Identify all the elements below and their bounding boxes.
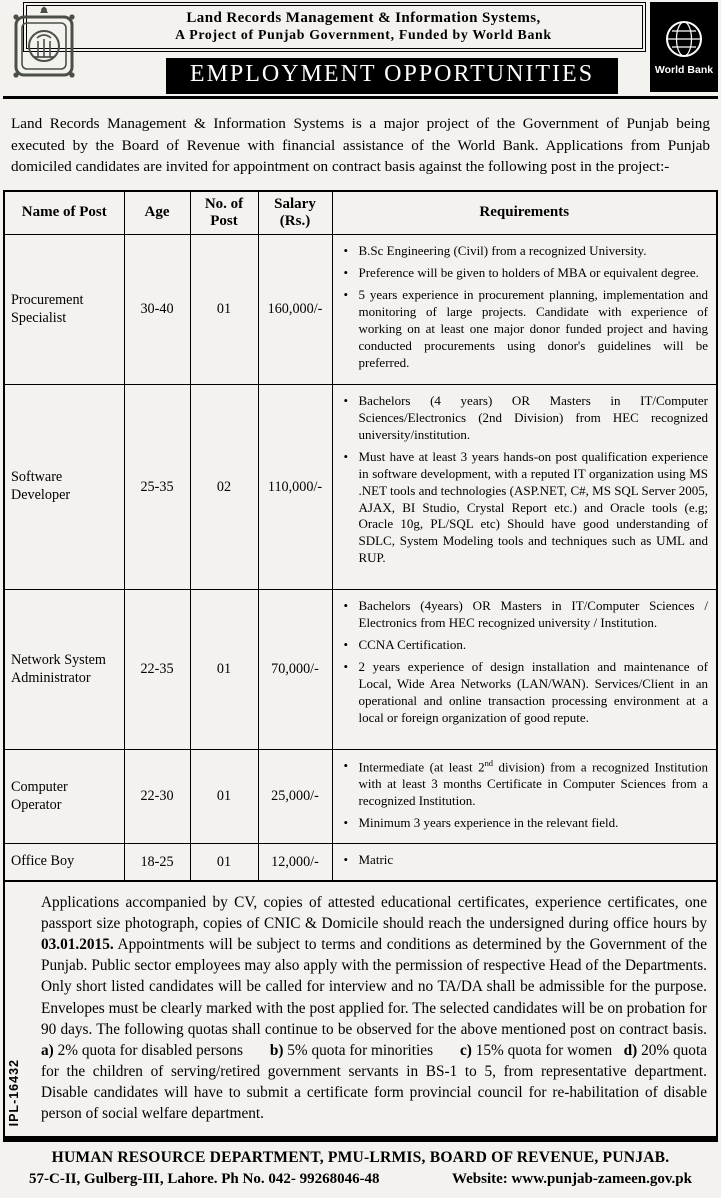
punjab-government-crest-icon — [11, 5, 77, 83]
post-requirements-cell — [332, 235, 717, 385]
requirements-list — [339, 758, 709, 832]
requirement-item: • 5 years experience in procurement planning, implementation and monitoring of large projects. Candidate with experience of working on at least one major donor funded project and having conducted procurements using donor's guidelines will be preferred. — [339, 287, 709, 371]
text-segment: 03.01.2015. — [41, 936, 114, 954]
post-age: 22-35 — [124, 590, 190, 750]
post-name: Network System Administrator — [4, 590, 124, 750]
org-title-line1: Land Records Management & Information Systems, — [186, 10, 541, 26]
ad-header — [3, 2, 718, 94]
address-line — [29, 1171, 692, 1188]
requirement-item: • Bachelors (4 years) OR Masters in IT/Computer Sciences/Electronics (2nd Division) from HEC recognized university/institution. — [339, 393, 709, 444]
post-name: Computer Operator — [4, 750, 124, 844]
text-segment: a) — [41, 1041, 54, 1059]
terms-and-conditions-box — [3, 882, 718, 1136]
post-salary: 12,000/- — [258, 844, 332, 881]
intro-paragraph: Land Records Management & Information Systems is a major project of the Government of Punjab being executed by the Board of Revenue with financial assistance of the World Bank. Applications from Punjab domiciled candidates are invited for appointment on contract basis against the following post in the project:- — [11, 115, 710, 176]
post-salary: 160,000/- — [258, 235, 332, 385]
text-segment: c) — [459, 1041, 472, 1059]
post-age: 30-40 — [124, 235, 190, 385]
text-segment: division) from a recognized Institution with at least 3 months Certificate in Computer Sciences from a recognized Institution. — [358, 759, 708, 809]
post-requirements-cell — [332, 750, 717, 844]
requirement-item: • Preference will be given to holders of MBA or equivalent degree. — [339, 265, 709, 282]
text-segment: 2% quota for disabled persons — [53, 1041, 270, 1059]
post-salary: 70,000/- — [258, 590, 332, 750]
table-row — [4, 590, 717, 750]
table-row — [4, 385, 717, 590]
post-salary: 25,000/- — [258, 750, 332, 844]
post-age: 22-30 — [124, 750, 190, 844]
post-name: Software Developer — [4, 385, 124, 590]
department-line: HUMAN RESOURCE DEPARTMENT, PMU-LRMIS, BOARD OF REVENUE, PUNJAB. — [51, 1149, 670, 1167]
table-row — [4, 844, 717, 881]
post-count: 01 — [190, 750, 258, 844]
employment-opportunities-banner: EMPLOYMENT OPPORTUNITIES — [166, 58, 618, 94]
text-segment: Appointments will be subject to terms and conditions as determined by the Government of the Punjab. Public sector employees may also apply with the permission of respective Head of the Departments. Only short listed candidates will be called for interview and no TA/DA shall be admissible for the purpose. Envelopes must be clearly marked with the post applied for. The selected candidates will be on probation for 90 days. The following quotas shall continue to be observed for the above mentioned post on contract basis. — [41, 936, 707, 1038]
post-requirements-cell — [332, 844, 717, 881]
post-age: 18-25 — [124, 844, 190, 881]
text-segment: Intermediate (at least 2 — [358, 759, 485, 775]
col-header-age: Age — [124, 191, 190, 235]
table-row — [4, 235, 717, 385]
terms-paragraph — [41, 892, 707, 1124]
post-salary: 110,000/- — [258, 385, 332, 590]
post-count: 01 — [190, 235, 258, 385]
requirements-list — [339, 598, 709, 726]
address-text: 57-C-II, Gulberg-III, Lahore. Ph No. 042- 99268046-48 — [29, 1171, 380, 1188]
text-segment: nd — [484, 758, 494, 769]
text-segment: d) — [623, 1041, 638, 1059]
requirement-item: • Minimum 3 years experience in the relevant field. — [339, 815, 709, 832]
requirements-list — [339, 393, 709, 567]
ipl-reference-code: IPL-16432 — [7, 1058, 21, 1127]
requirements-list — [339, 243, 709, 371]
table-header-row — [4, 191, 717, 235]
website-text: Website: www.punjab-zameen.gov.pk — [451, 1171, 692, 1188]
world-bank-globe-icon — [664, 19, 704, 59]
col-header-name-of-post: Name of Post — [4, 191, 124, 235]
contact-footer — [3, 1142, 718, 1198]
post-count: 01 — [190, 590, 258, 750]
text-segment: 20% quota for the children of serving/retired government servants in BS-1 to 5, from representative department. Disable candidates will have to submit a certificate form provincial council for re-habilitation of disable person of social welfare department. — [41, 1041, 707, 1123]
world-bank-label: World Bank — [654, 63, 714, 76]
jobs-table — [3, 190, 718, 882]
col-header-no-of-post: No. of Post — [190, 191, 258, 235]
post-requirements-cell — [332, 590, 717, 750]
requirement-item — [339, 758, 709, 810]
org-title-line2: A Project of Punjab Government, Funded by World Bank — [175, 27, 552, 42]
table-row — [4, 750, 717, 844]
post-age: 25-35 — [124, 385, 190, 590]
post-name: Office Boy — [4, 844, 124, 881]
requirement-item: • Must have at least 3 years hands-on post qualification experience in software development, with a reputed IT organization using MS .NET tools and technologies (ASP.NET, C#, MS SQL Server 2005, AJAX, BI Studio, Crystal Report etc.) and Oracle tools (e.g; Oracle 10g, PL/SQL etc) Should have good understanding of SDLC, System Modeling tools and techniques such as UML and RUP. — [339, 449, 709, 567]
post-requirements-cell — [332, 385, 717, 590]
requirements-list — [339, 852, 709, 869]
org-title-box — [23, 2, 646, 52]
requirement-item: • Bachelors (4years) OR Masters in IT/Computer Sciences / Electronics from HEC recognized university / Institution. — [339, 598, 709, 632]
text-segment: Applications accompanied by CV, copies of attested educational certificates, experience certificates, one passport size photograph, copies of CNIC & Domicile should reach the undersigned during office hours by — [41, 894, 707, 933]
col-header-requirements: Requirements — [332, 191, 717, 235]
post-count: 01 — [190, 844, 258, 881]
requirement-item: • B.Sc Engineering (Civil) from a recognized University. — [339, 243, 709, 260]
post-name: Procurement Specialist — [4, 235, 124, 385]
text-segment: b) — [269, 1041, 284, 1059]
text-segment: 15% quota for women — [471, 1041, 624, 1059]
requirement-item: • CCNA Certification. — [339, 637, 709, 654]
world-bank-logo-block — [650, 2, 718, 92]
text-segment: 5% quota for minorities — [283, 1041, 460, 1059]
post-count: 02 — [190, 385, 258, 590]
requirement-item: • Matric — [339, 852, 709, 869]
col-header-salary: Salary (Rs.) — [258, 191, 332, 235]
requirement-item: • 2 years experience of design installation and maintenance of Local, Wide Area Networks (LAN/WAN). Services/Client in an operational and online transaction processing environment at a local or foreign organization of good repute. — [339, 659, 709, 727]
